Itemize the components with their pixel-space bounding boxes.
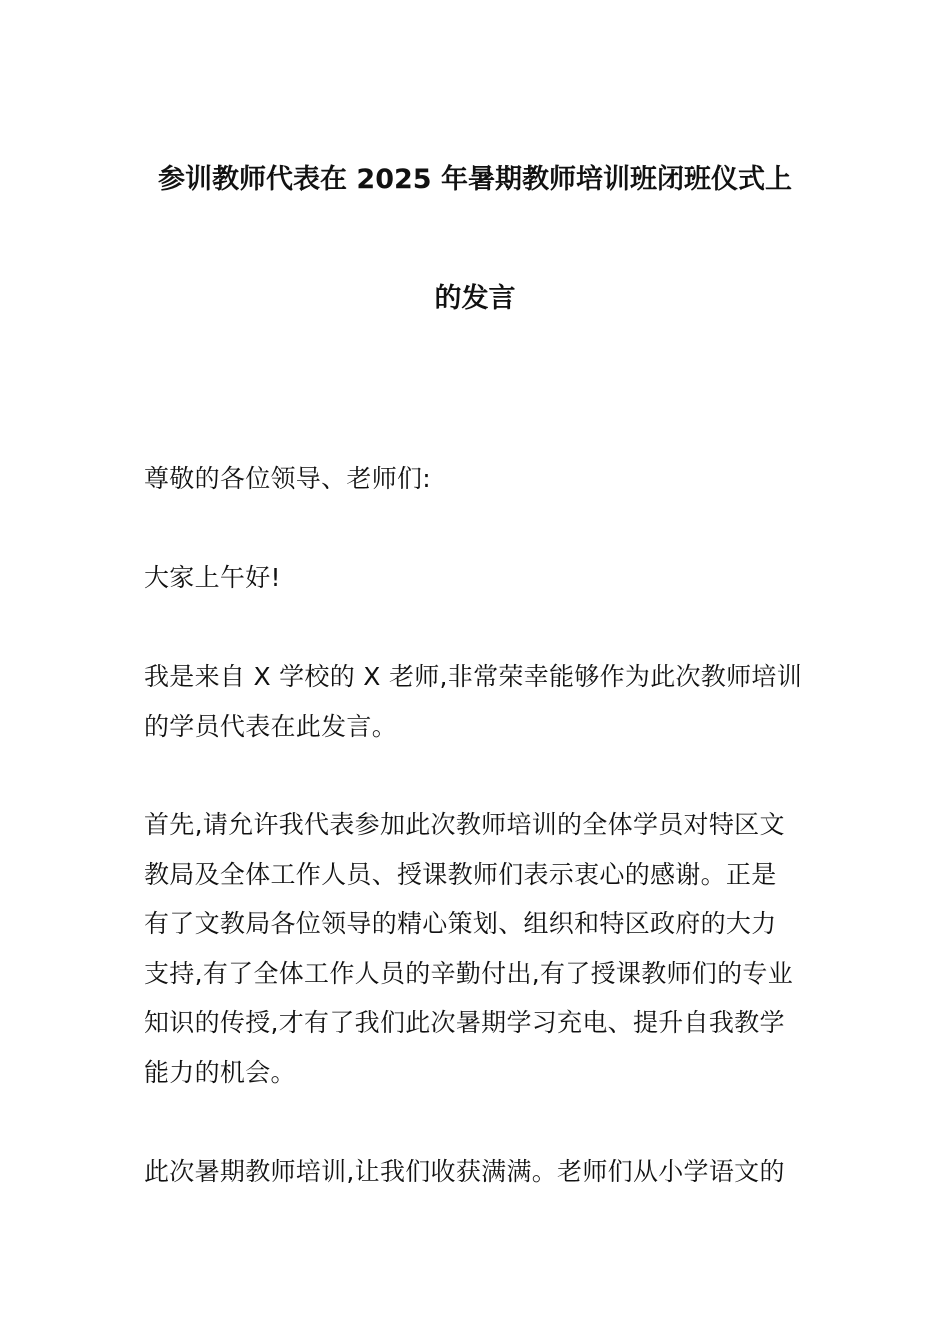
- intro-paragraph: [144, 652, 808, 751]
- paragraph-line: 能力的机会。: [144, 1057, 296, 1087]
- paragraph-line: 教局及全体工作人员、授课教师们表示衷心的感谢。正是: [144, 859, 777, 889]
- paragraph-line: 大家上午好!: [144, 563, 281, 592]
- paragraph-line: 的学员代表在此发言。: [144, 711, 398, 741]
- paragraph-line: 有了文教局各位领导的精心策划、组织和特区政府的大力: [144, 909, 777, 938]
- paragraph-line: 知识的传授,才有了我们此次暑期学习充电、提升自我教学: [144, 1008, 785, 1037]
- paragraph-line: 支持,有了全体工作人员的辛勤付出,有了授课教师们的专业: [144, 958, 793, 988]
- paragraph-line: 尊敬的各位领导、老师们:: [144, 464, 432, 493]
- paragraph-line: 首先,请允许我代表参加此次教师培训的全体学员对特区文: [144, 810, 785, 839]
- paragraph-line: 我是来自 X 学校的 X 老师,非常荣幸能够作为此次教师培训: [144, 662, 802, 691]
- thanks-paragraph: [144, 800, 808, 1097]
- hello-paragraph: [144, 553, 808, 603]
- paragraph-line: 此次暑期教师培训,让我们收获满满。老师们从小学语文的: [144, 1157, 785, 1186]
- document-title-line-1: 参训教师代表在 2025 年暑期教师培训班闭班仪式上: [158, 164, 792, 195]
- document-title-line-2: 的发言: [434, 283, 516, 314]
- greeting-paragraph: [144, 454, 808, 504]
- gains-paragraph: [144, 1147, 808, 1197]
